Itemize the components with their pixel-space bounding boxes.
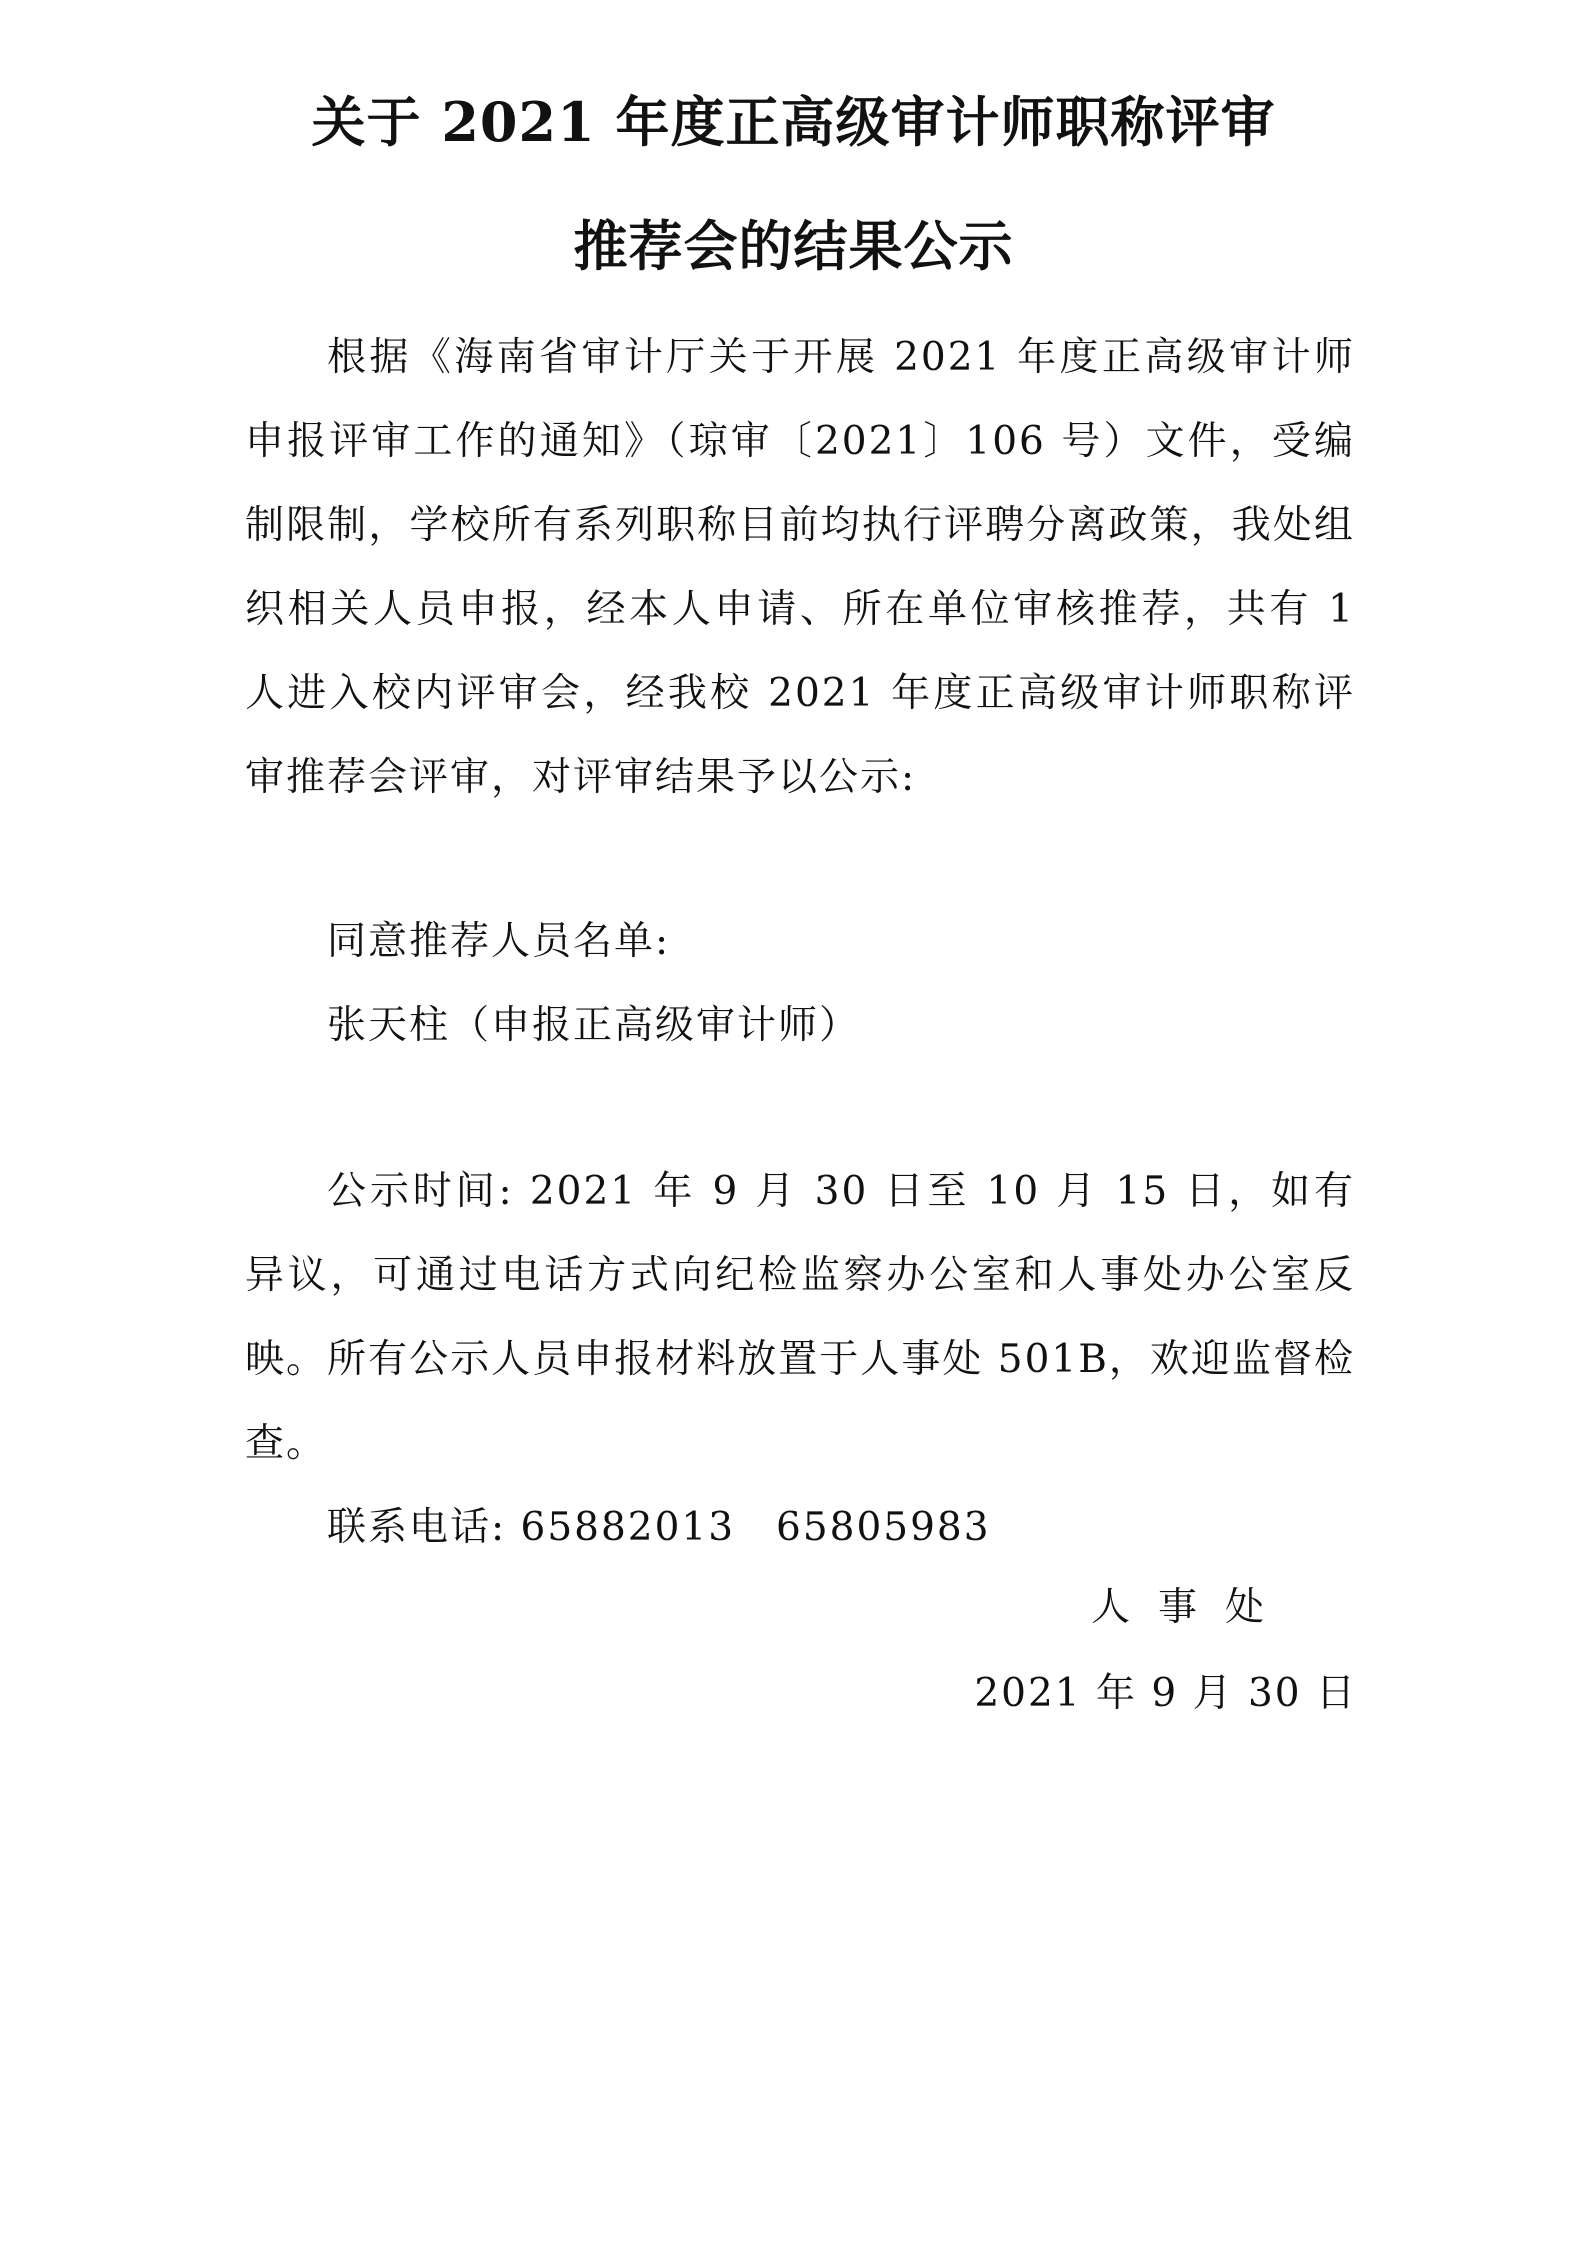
signature-department: 人事处 — [1090, 1585, 1292, 1630]
recommended-list-section — [245, 900, 1355, 1068]
notice-section — [245, 1150, 1355, 1570]
notice-time-paragraph: 公示时间: 2021 年 9 月 30 日至 10 月 15 日，如有异议，可通过电话方式向纪检监察办公室和人事处办公室反映。所有公示人员申报材料放置于人事处 501B，欢迎监督检查。 — [245, 1169, 1355, 1466]
intro-paragraph: 根据《海南省审计厅关于开展 2021 年度正高级审计师申报评审工作的通知》（琼审〔2021〕106 号）文件，受编制限制，学校所有系列职称目前均执行评聘分离政策，我处组织相关人员申报，经本人申请、所在单位审核推荐，共有 1 人进入校内评审会，经我校 2021 年度正高级审计师职称评审推荐会评审，对评审结果予以公示: — [245, 335, 1355, 800]
recommended-person: 张天柱（申报正高级审计师） — [327, 1003, 861, 1048]
recommended-list-heading: 同意推荐人员名单: — [327, 919, 671, 964]
signature-date: 2021 年 9 月 30 日 — [974, 1671, 1357, 1716]
contact-phone: 联系电话: 65882013 65805983 — [327, 1505, 991, 1550]
document-title-line-2: 推荐会的结果公示 — [573, 214, 1014, 278]
intro-section — [245, 316, 1355, 820]
document-title-line-1: 关于 2021 年度正高级审计师职称评审 — [311, 90, 1276, 154]
